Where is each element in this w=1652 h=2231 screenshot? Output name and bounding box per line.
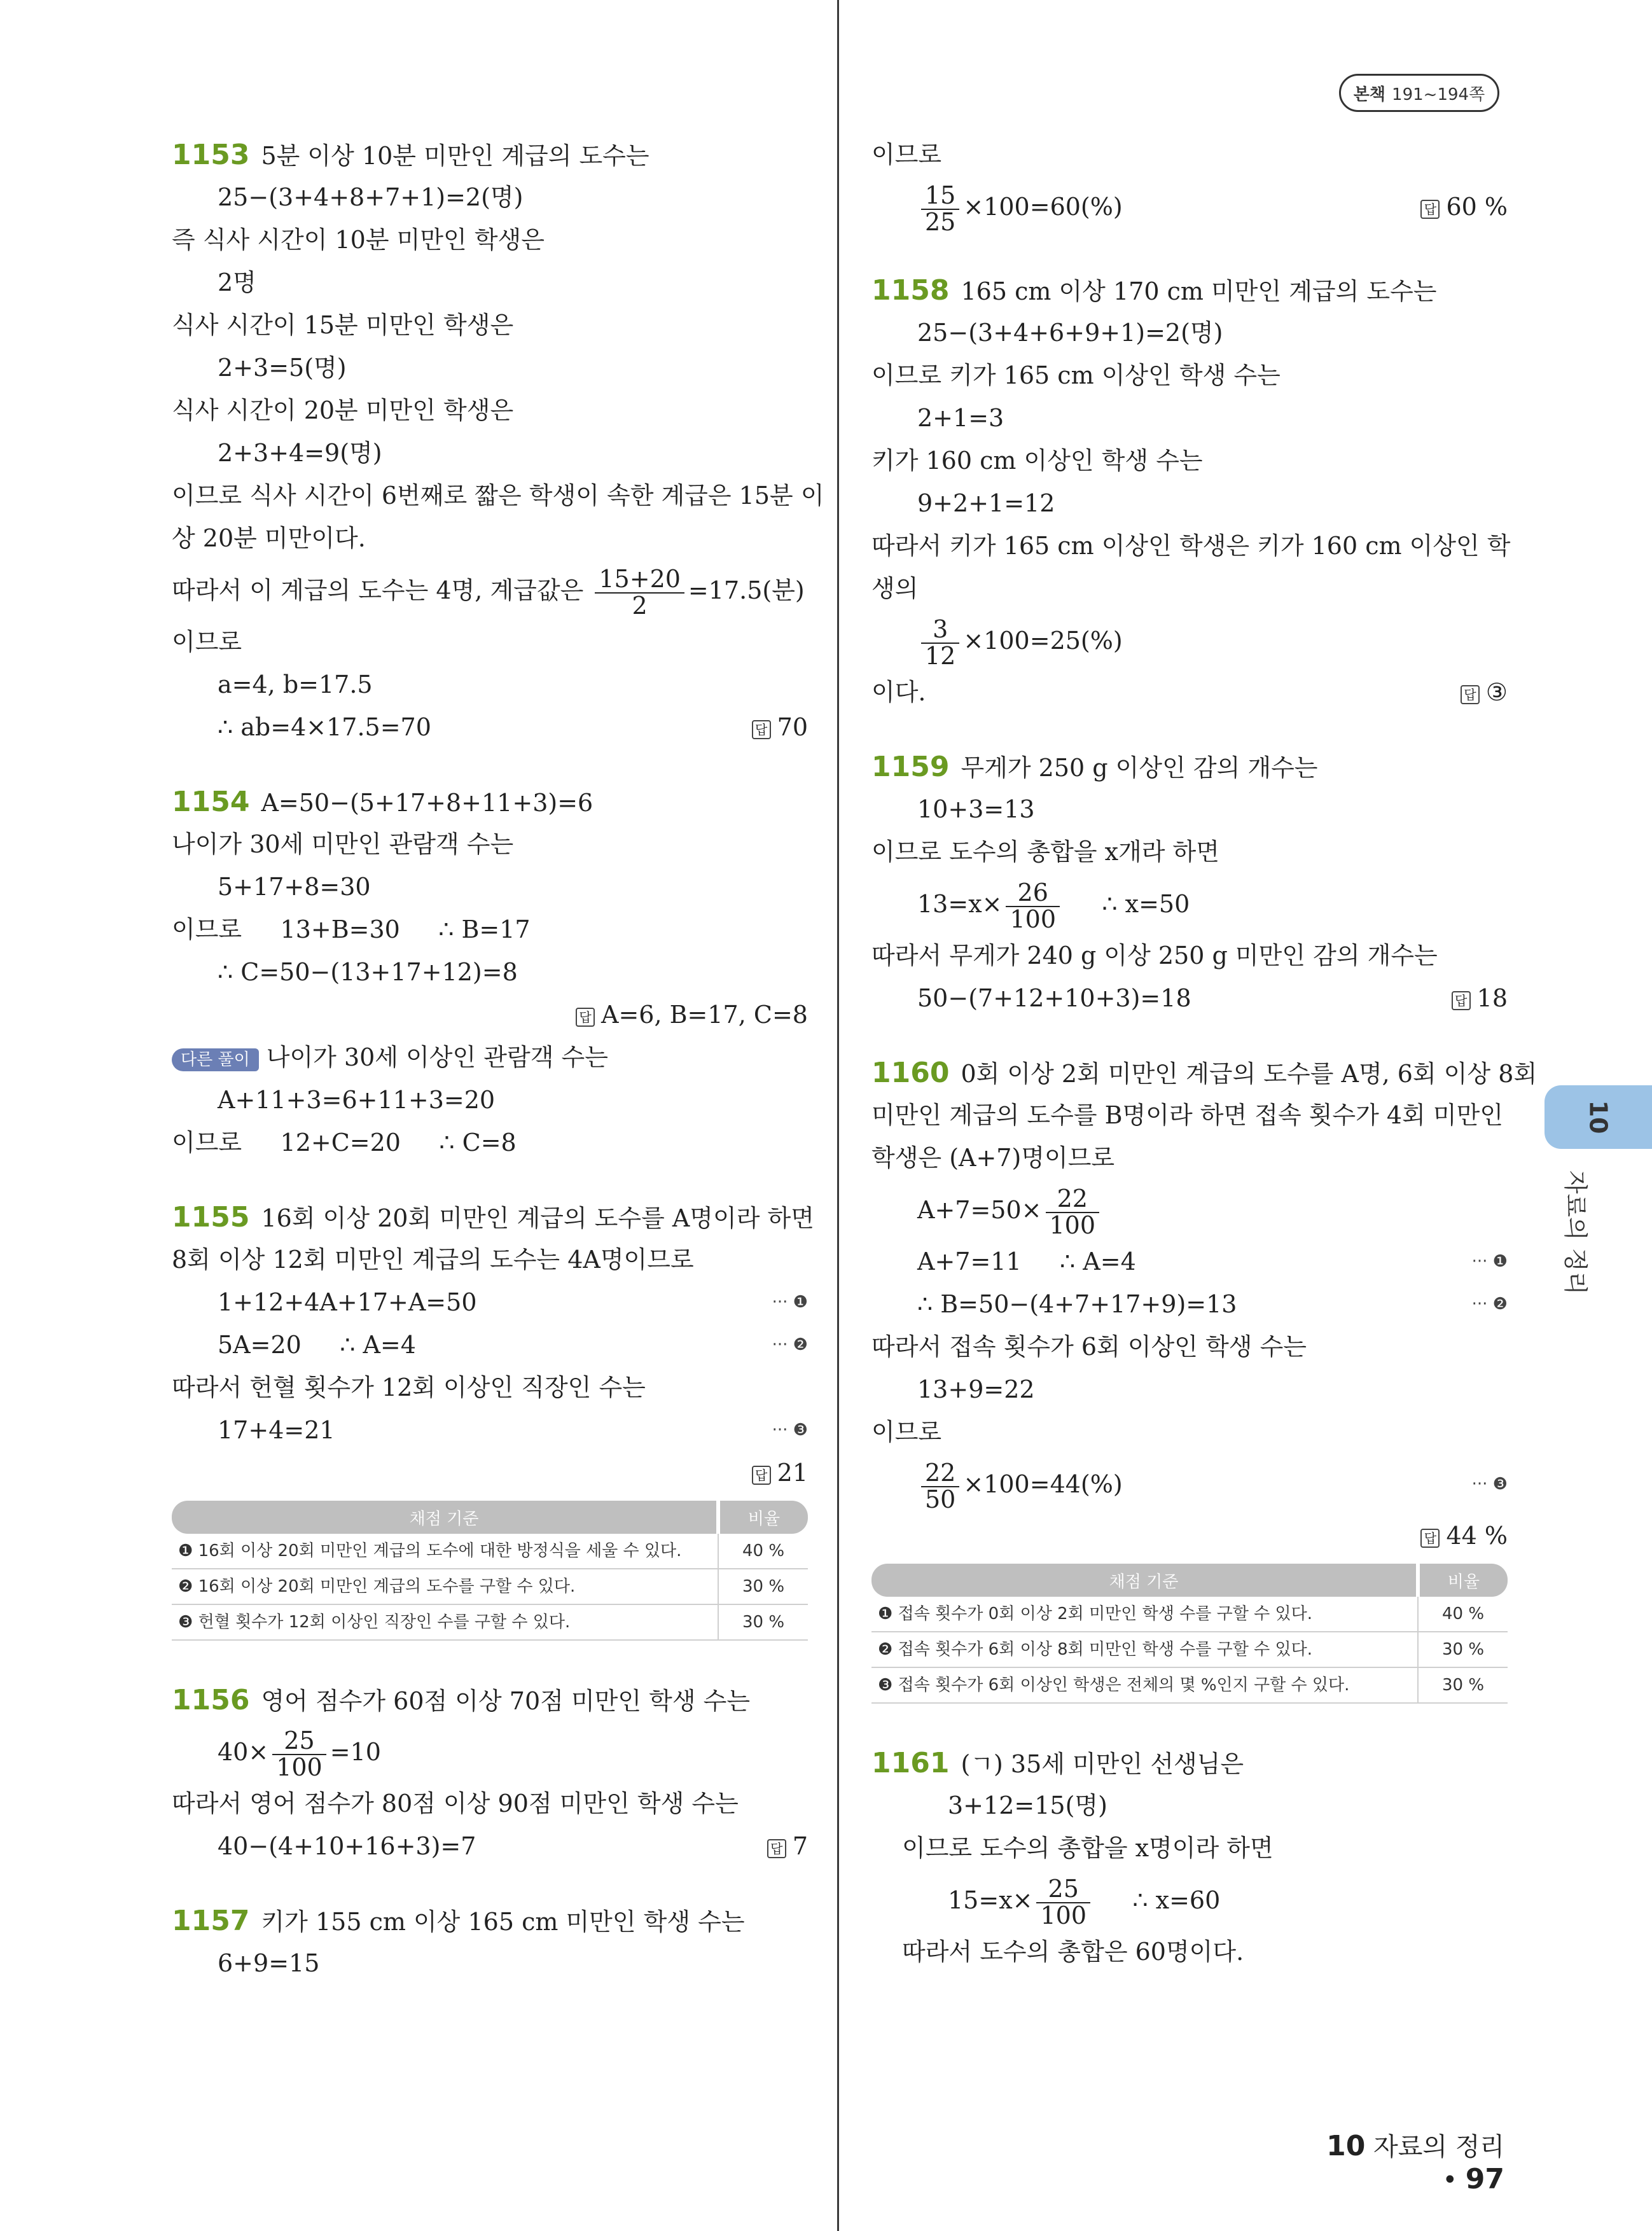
equation-line: ∴ B=50−(4+7+17+9)=13 ··· ❷ [871, 1283, 1508, 1326]
solution-line: 이므로 도수의 총합을 x개라 하면 [871, 838, 1219, 866]
equation-line: 2명 [218, 268, 256, 296]
solution-line: 학생은 (A+7)명이므로 [871, 1144, 1115, 1172]
solution-line: 이므로 도수의 총합을 x명이라 하면 [902, 1834, 1274, 1862]
solution-line: 165 cm 이상 170 cm 미만인 계급의 도수는 [961, 277, 1437, 305]
equation-line: 2+3=5(명) [218, 354, 347, 382]
problem-1160 [871, 1052, 1537, 1704]
problem-number: 1158 [871, 274, 950, 307]
alt-solution-line: 다른 풀이 나이가 30세 이상인 관람객 수는 [172, 1036, 808, 1079]
problem-1161 [871, 1742, 1508, 1973]
problem-1157-continued [871, 134, 1508, 237]
rubric-header-ratio: 비율 [718, 1501, 808, 1534]
equation-line: 9+2+1=12 [917, 489, 1055, 517]
answer-icon: 답 [1420, 1529, 1440, 1548]
equation-line-fraction: 15=x× $\frac{25}{100}$ ∴ x=60 [948, 1874, 1221, 1929]
page-footer [1320, 2127, 1504, 2195]
grading-rubric-table [871, 1564, 1508, 1704]
grading-rubric-table [172, 1501, 808, 1641]
answer: 답 A=6, B=17, C=8 [576, 994, 808, 1036]
answer: 답 21 [752, 1452, 808, 1494]
solution-line: 따라서 접속 횟수가 6회 이상인 학생 수는 [871, 1333, 1307, 1361]
step-marker: ··· ❸ [772, 1421, 808, 1440]
footer-bullet: • [1442, 2165, 1458, 2195]
equation-line-fraction: $\frac{15}{25}$ ×100=60(%) 답 60 % [871, 176, 1508, 237]
solution-line: 16회 이상 20회 미만인 계급의 도수를 A명이라 하면 [261, 1204, 814, 1232]
solution-line-fraction: 따라서 이 계급의 도수는 4명, 계급값은 $\frac{15+20}{2}$ =17.5(분) [172, 564, 805, 620]
answer: 답 7 [767, 1825, 808, 1868]
solution-line: 나이가 30세 미만인 관람객 수는 [172, 830, 514, 858]
solution-line: 따라서 무게가 240 g 이상 250 g 미만인 감의 개수는 [871, 942, 1438, 970]
answer: 답 60 % [1420, 176, 1508, 237]
fraction: $\frac{3}{12}$ [921, 617, 959, 669]
solution-line: 키가 155 cm 이상 165 cm 미만인 학생 수는 [261, 1908, 745, 1936]
footer-chapter-number: 10 [1326, 2130, 1366, 2162]
solution-line: 식사 시간이 15분 미만인 학생은 [172, 311, 514, 339]
right-column [871, 134, 1537, 1973]
solution-line: 이므로 식사 시간이 6번째로 짧은 학생이 속한 계급은 15분 이 [172, 482, 824, 510]
step-marker: ··· ❶ [1471, 1252, 1508, 1271]
equation-line: 5A=20 ∴ A=4 ··· ❷ [172, 1324, 808, 1366]
reference-label: 본책 [1353, 85, 1386, 104]
rubric-row: ❷ 16회 이상 20회 미만인 계급의 도수를 구할 수 있다. 30 % [172, 1569, 808, 1604]
left-column [172, 134, 824, 1985]
solution-line: 식사 시간이 20분 미만인 학생은 [172, 396, 514, 424]
problem-number: 1156 [172, 1684, 250, 1716]
solution-line: 이므로 [871, 141, 942, 169]
solution-line: 0회 이상 2회 미만인 계급의 도수를 A명, 6회 이상 8회 [961, 1060, 1537, 1088]
equation-line: ∴ C=50−(13+17+12)=8 [218, 958, 518, 986]
rubric-row: ❶ 16회 이상 20회 미만인 계급의 도수에 대한 방정식을 세울 수 있다. 40 % [172, 1534, 808, 1569]
reference-pages: 191~194쪽 [1392, 85, 1485, 104]
solution-line: 5분 이상 10분 미만인 계급의 도수는 [261, 142, 649, 170]
equation-line: 5+17+8=30 [218, 873, 371, 901]
fraction: $\frac{22}{50}$ [921, 1461, 959, 1513]
rubric-header-criteria: 채점 기준 [871, 1564, 1418, 1597]
solution-line: 이므로 12+C=20 ∴ C=8 [172, 1129, 517, 1157]
equation-line-fraction: $\frac{22}{50}$ ×100=44(%) ··· ❸ [871, 1454, 1508, 1515]
alt-solution-badge: 다른 풀이 [172, 1048, 259, 1071]
page-number: 97 [1465, 2163, 1504, 2195]
problem-number: 1160 [871, 1057, 950, 1089]
solution-line: 따라서 헌혈 횟수가 12회 이상인 직장인 수는 [172, 1373, 646, 1401]
answer-line [172, 1452, 808, 1494]
answer-icon: 답 [1452, 991, 1471, 1010]
solution-line: 이므로 13+B=30 ∴ B=17 [172, 915, 531, 943]
solution-line: 따라서 도수의 총합은 60명이다. [902, 1938, 1244, 1966]
reference-badge [1339, 74, 1499, 112]
solution-line: 영어 점수가 60점 이상 70점 미만인 학생 수는 [261, 1687, 751, 1715]
solution-line: 키가 160 cm 이상인 학생 수는 [871, 447, 1203, 475]
equation-line: 1+12+4A+17+A=50 ··· ❶ [172, 1281, 808, 1324]
problem-1156 [172, 1679, 808, 1868]
fraction: $\frac{25}{100}$ [1036, 1877, 1090, 1929]
solution-line: 이므로 [871, 1418, 942, 1446]
rubric-header-criteria: 채점 기준 [172, 1501, 718, 1534]
equation-line: a=4, b=17.5 [218, 671, 373, 698]
answer-icon: 답 [752, 1466, 771, 1485]
fraction: $\frac{15+20}{2}$ [595, 567, 684, 619]
problem-1159 [871, 746, 1508, 1020]
step-marker: ··· ❷ [772, 1335, 808, 1354]
equation-line: A+7=11 ∴ A=4 ··· ❶ [871, 1241, 1508, 1283]
equation-line: 10+3=13 [917, 795, 1035, 823]
solution-line: 따라서 영어 점수가 80점 이상 90점 미만인 학생 수는 [172, 1790, 739, 1817]
fraction: $\frac{15}{25}$ [921, 183, 959, 235]
fraction: $\frac{26}{100}$ [1006, 880, 1060, 933]
equation-line-fraction: 40× $\frac{25}{100}$ =10 [218, 1726, 381, 1781]
problem-number: 1155 [172, 1201, 250, 1234]
answer-icon: 답 [1420, 200, 1440, 219]
rubric-header-ratio: 비율 [1418, 1564, 1508, 1597]
equation-line-fraction: A+7=50× $\frac{22}{100}$ [871, 1179, 1508, 1241]
answer: 답 44 % [1420, 1515, 1508, 1557]
answer-icon: 답 [576, 1008, 595, 1027]
solution-line: 이므로 키가 165 cm 이상인 학생 수는 [871, 361, 1281, 389]
equation-line: ∴ ab=4×17.5=70 답 70 [172, 706, 808, 749]
step-marker: ··· ❸ [1471, 1475, 1508, 1494]
equation-line-fraction: $\frac{3}{12}$ ×100=25(%) [871, 610, 1508, 671]
problem-1158 [871, 269, 1511, 714]
answer-line [871, 1515, 1508, 1557]
problem-1157 [172, 1900, 808, 1985]
chapter-side-title-text: 자료의 정리 [1561, 1170, 1590, 1295]
equation-line: A+11+3=6+11+3=20 [218, 1086, 496, 1114]
answer-icon: 답 [767, 1839, 786, 1858]
equation-line: 13+9=22 [917, 1375, 1035, 1403]
solution-line: 이다. 답 ③ [871, 671, 1508, 714]
problem-number: 1153 [172, 139, 250, 171]
equation-line: 25−(3+4+8+7+1)=2(명) [218, 183, 524, 211]
chapter-tab[interactable] [1544, 1085, 1652, 1149]
answer: 답 70 [752, 706, 808, 749]
equation-line: 2+1=3 [917, 404, 1004, 432]
problem-number: 1159 [871, 751, 950, 783]
chapter-tab-number: 10 [1584, 1100, 1613, 1134]
solution-line: 즉 식사 시간이 10분 미만인 학생은 [172, 226, 545, 254]
answer: 답 18 [1452, 977, 1508, 1020]
rubric-row: ❸ 접속 횟수가 6회 이상인 학생은 전체의 몇 %인지 구할 수 있다. 30 % [871, 1667, 1508, 1703]
equation-line: 25−(3+4+6+9+1)=2(명) [917, 319, 1223, 347]
equation-line: 40−(4+10+16+3)=7 답 7 [172, 1825, 808, 1868]
rubric-row: ❸ 헌혈 횟수가 12회 이상인 직장인 수를 구할 수 있다. 30 % [172, 1604, 808, 1640]
solution-line: 생의 [871, 574, 919, 602]
problem-number: 1157 [172, 1905, 250, 1937]
solution-line: 상 20분 미만이다. [172, 524, 366, 552]
solution-line: (ㄱ) 35세 미만인 선생님은 [961, 1750, 1244, 1778]
equation-line: 50−(7+12+10+3)=18 답 18 [871, 977, 1508, 1020]
problem-1154 [172, 781, 808, 1164]
fraction: $\frac{22}{100}$ [1046, 1186, 1100, 1239]
rubric-row: ❷ 접속 횟수가 6회 이상 8회 미만인 학생 수를 구할 수 있다. 30 % [871, 1632, 1508, 1667]
chapter-side-title [1552, 1164, 1603, 1295]
equation-line: 17+4=21 ··· ❸ [172, 1409, 808, 1452]
solution-line: A=50−(5+17+8+11+3)=6 [261, 789, 593, 817]
column-divider [837, 0, 839, 2231]
step-marker: ··· ❷ [1471, 1295, 1508, 1314]
answer-icon: 답 [752, 720, 771, 739]
problem-number: 1161 [871, 1747, 950, 1779]
answer-line [172, 994, 808, 1036]
equation-line: 6+9=15 [218, 1949, 320, 1977]
fraction: $\frac{25}{100}$ [272, 1728, 326, 1781]
footer-chapter-title: 자료의 정리 [1373, 2132, 1504, 2162]
problem-1155 [172, 1196, 814, 1641]
rubric-row: ❶ 접속 횟수가 0회 이상 2회 미만인 학생 수를 구할 수 있다. 40 % [871, 1597, 1508, 1632]
answer: 답 ③ [1461, 671, 1508, 714]
solution-line: 무게가 250 g 이상인 감의 개수는 [961, 754, 1318, 782]
solution-line: 미만인 계급의 도수를 B명이라 하면 접속 횟수가 4회 미만인 [871, 1101, 1504, 1129]
problem-1153 [172, 134, 824, 749]
equation-line: 3+12=15(명) [948, 1791, 1107, 1819]
equation-line: 2+3+4=9(명) [218, 439, 382, 467]
solution-line: 따라서 키가 165 cm 이상인 학생은 키가 160 cm 이상인 학 [871, 532, 1511, 560]
problem-number: 1154 [172, 786, 250, 818]
step-marker: ··· ❶ [772, 1293, 808, 1312]
solution-line: 이므로 [172, 628, 242, 656]
solution-line: 8회 이상 12회 미만인 계급의 도수는 4A명이므로 [172, 1246, 694, 1274]
answer-icon: 답 [1461, 685, 1480, 704]
equation-line-fraction: 13=x× $\frac{26}{100}$ ∴ x=50 [917, 878, 1190, 933]
